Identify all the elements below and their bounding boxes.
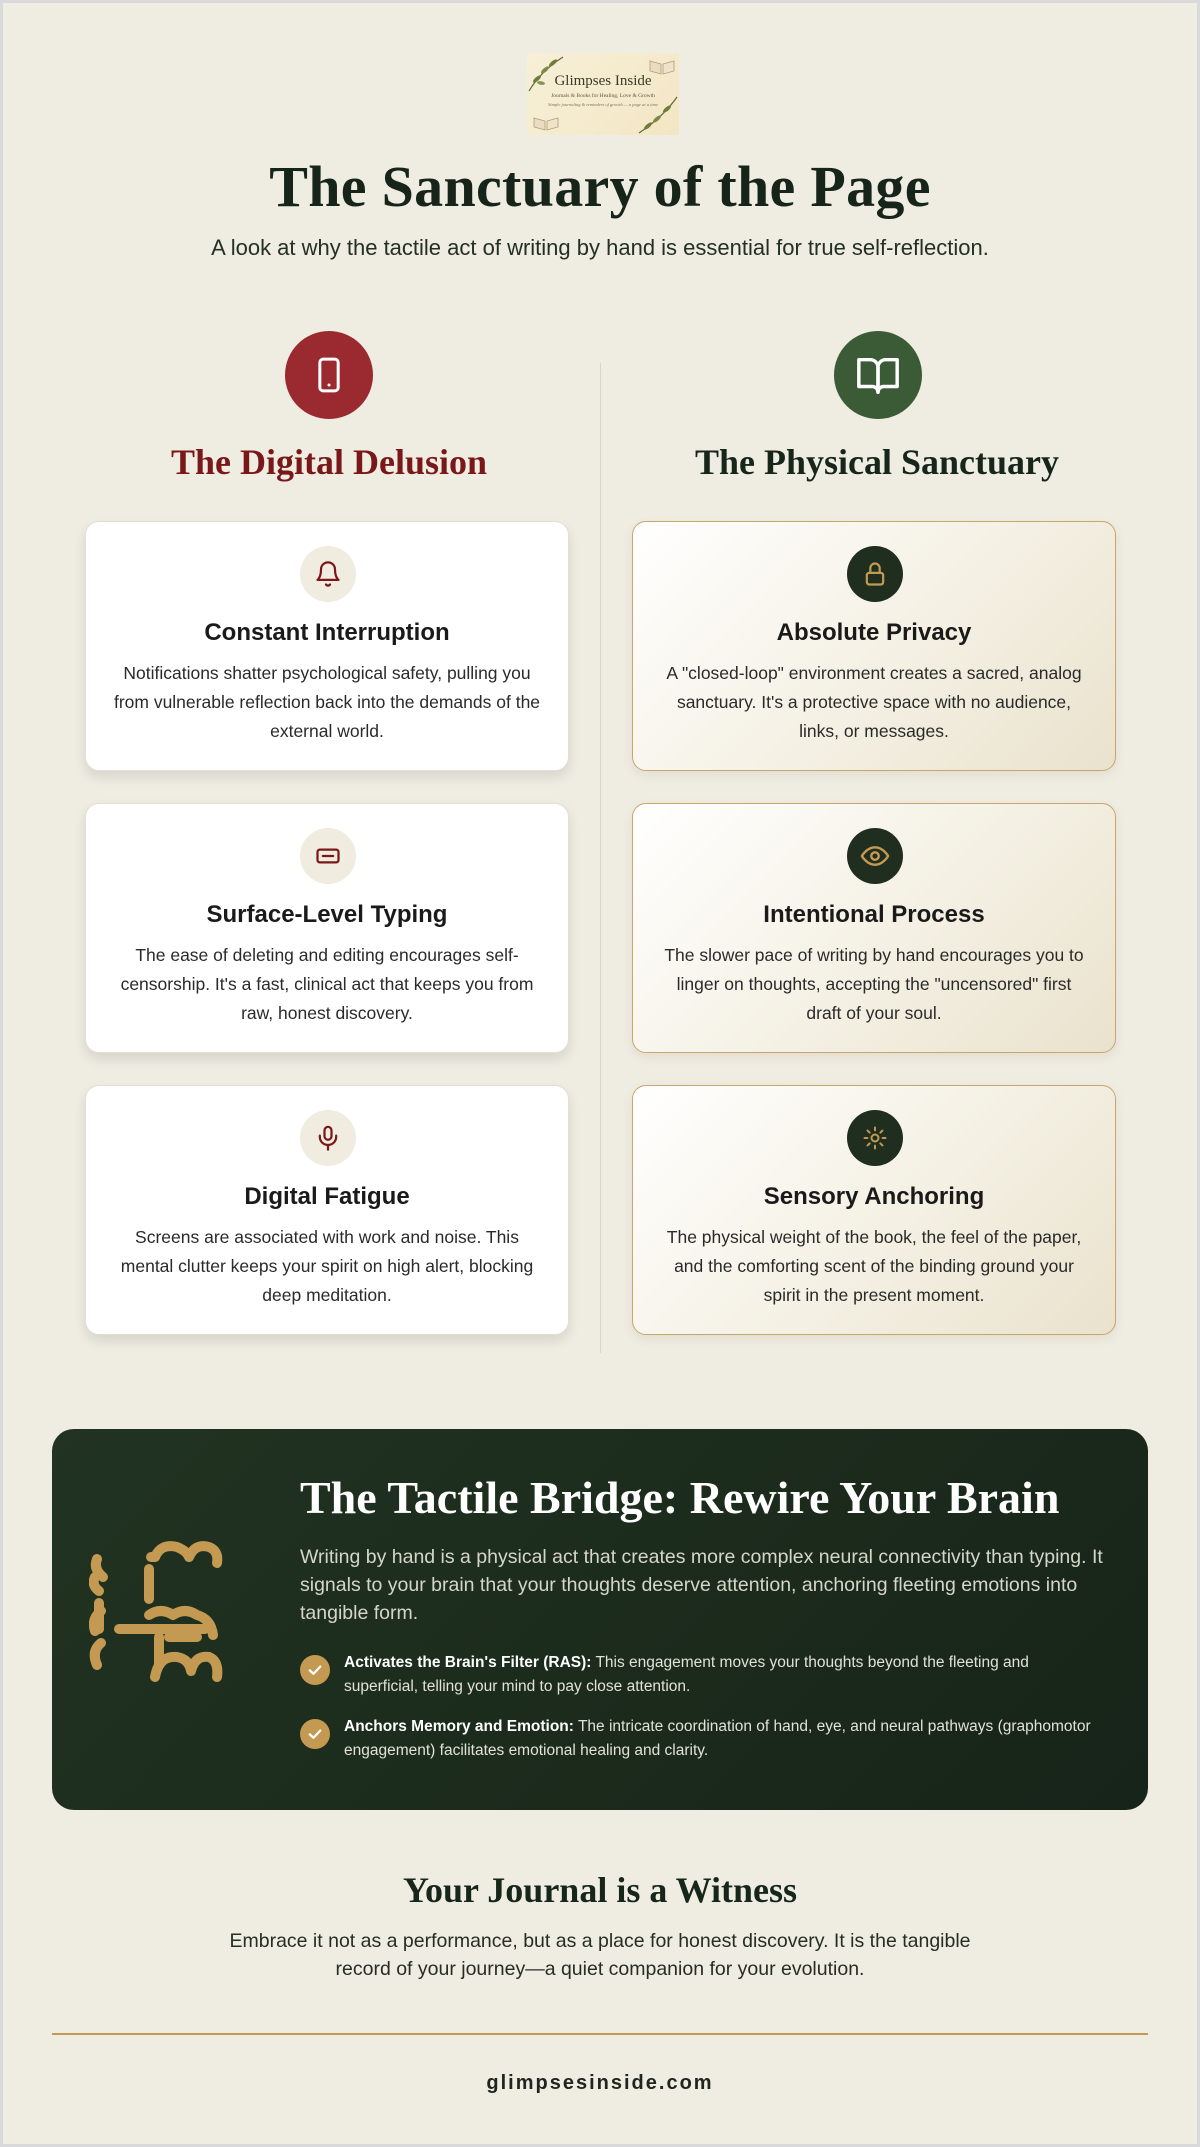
bridge-text: Writing by hand is a physical act that creates more complex neural connectivity than typing. It signals to your brain that your thoughts deserve attention, anchoring fleeting emotions into tangible form.: [300, 1546, 1103, 1624]
card-text: A "closed-loop" environment creates a sacred, analog sanctuary. It's a protective space with no audience, links, or messages.: [666, 663, 1082, 741]
witness-title: Your Journal is a Witness: [402, 1870, 798, 1910]
card-surface-level-typing: [85, 803, 569, 1053]
card-absolute-privacy: [632, 521, 1116, 771]
bridge-point: [300, 1715, 1120, 1765]
card-text: The physical weight of the book, the feel of the paper, and the comforting scent of the binding ground your spirit in the present moment.: [666, 1227, 1082, 1305]
card-constant-interruption: [85, 521, 569, 771]
footer-divider: [52, 2033, 1148, 2035]
bridge-point-text: [344, 1651, 1104, 1699]
bridge-point: [300, 1651, 1120, 1701]
leaf-decoration-icon: [635, 95, 679, 135]
bridge-point-text: [344, 1715, 1104, 1763]
logo: [527, 53, 679, 135]
card-title: Surface-Level Typing: [206, 901, 448, 928]
open-book-icon: [834, 331, 922, 419]
card-text: The ease of deleting and editing encourages self-censorship. It's a fast, clinical act that keeps you from raw, honest discovery.: [120, 945, 534, 1023]
page-title: The Sanctuary of the Page: [269, 154, 931, 219]
digital-column-title: The Digital Delusion: [170, 442, 488, 482]
physical-column-title: The Physical Sanctuary: [694, 442, 1060, 482]
footer-url[interactable]: glimpsesinside.com: [486, 2072, 714, 2094]
keyboard-icon: [300, 828, 356, 884]
checkmark-icon: [300, 1655, 330, 1685]
bell-icon: [300, 546, 356, 602]
bridge-title: The Tactile Bridge: Rewire Your Brain: [300, 1472, 1060, 1523]
bridge-point-label: Activates the Brain's Filter (RAS):: [344, 1654, 592, 1671]
bridge-point-body: This engagement moves your thoughts beyond the fleeting and superficial, telling your mind to pay close attention.: [344, 1654, 1029, 1695]
card-title: Absolute Privacy: [776, 619, 972, 646]
card-text: Screens are associated with work and noise. This mental clutter keeps your spirit on high alert, blocking deep meditation.: [120, 1227, 534, 1305]
logo-title: Glimpses Inside: [554, 73, 652, 89]
card-title: Intentional Process: [763, 901, 985, 928]
book-decoration-icon: [533, 115, 559, 131]
lock-icon: [847, 546, 903, 602]
eye-icon: [847, 828, 903, 884]
column-divider: [600, 363, 601, 1353]
microphone-icon: [300, 1110, 356, 1166]
card-digital-fatigue: [85, 1085, 569, 1335]
checkmark-icon: [300, 1719, 330, 1749]
card-title: Digital Fatigue: [244, 1183, 410, 1210]
card-sensory-anchoring: [632, 1085, 1116, 1335]
page-subtitle: A look at why the tactile act of writing by hand is essential for true self-reflection.: [211, 235, 989, 260]
card-title: Sensory Anchoring: [763, 1183, 985, 1210]
logo-tagline: Simple journaling & reminders of growth — a page at a time: [548, 102, 658, 107]
smartphone-icon: [285, 331, 373, 419]
bridge-point-label: Anchors Memory and Emotion:: [344, 1718, 574, 1735]
logo-subtitle: Journals & Books for Healing, Love & Growth: [551, 93, 655, 99]
card-text: Notifications shatter psychological safety, pulling you from vulnerable reflection back into the demands of the external world.: [113, 663, 541, 741]
neural-pathway-icon: [89, 1539, 229, 1689]
card-title: Constant Interruption: [204, 619, 450, 646]
tactile-bridge-panel: [52, 1429, 1148, 1810]
witness-text: Embrace it not as a performance, but as a place for honest discovery. It is the tangible record of your journey—a quiet companion for your evolution.: [229, 1930, 971, 1980]
card-intentional-process: [632, 803, 1116, 1053]
infographic-page: [3, 3, 1197, 2144]
bridge-point-body: The intricate coordination of hand, eye, and neural pathways (graphomotor engagement) facilitates emotional healing and clarity.: [344, 1718, 1091, 1759]
card-text: The slower pace of writing by hand encourages you to linger on thoughts, accepting the "uncensored" first draft of your soul.: [664, 945, 1084, 1023]
sun-icon: [847, 1110, 903, 1166]
